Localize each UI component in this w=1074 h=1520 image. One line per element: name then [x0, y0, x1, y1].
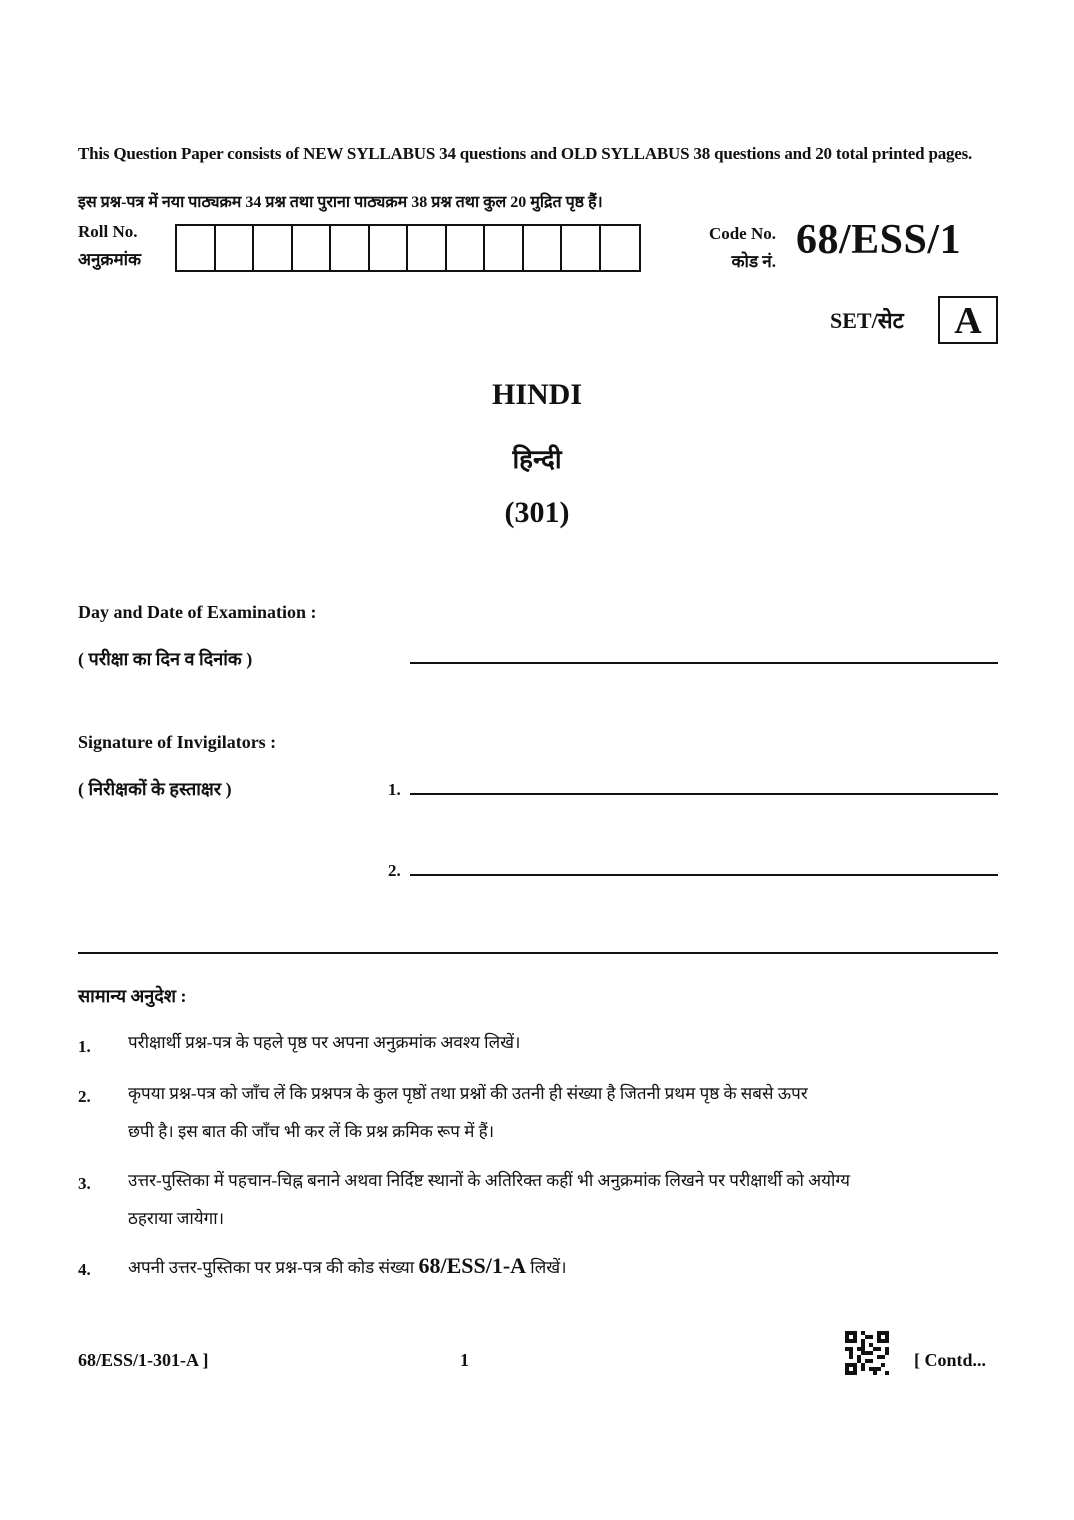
instruction-text: [128, 1075, 1000, 1151]
instruction-line: लिखें।: [530, 1258, 567, 1277]
subject-title-hi: हिन्दी: [512, 445, 562, 474]
qr-code-icon: [845, 1331, 889, 1375]
page-number: 1: [460, 1350, 469, 1370]
header-english: This Question Paper consists of NEW SYLLABUS 34 questions and OLD SYLLABUS 38 questions and 20 total printed pages.: [78, 144, 973, 163]
code-label-en: Code No.: [708, 224, 776, 243]
code-number: 68/ESS/1: [796, 217, 962, 263]
subject-code: (301): [504, 496, 570, 529]
instruction-code: 68/ESS/1-A: [418, 1253, 527, 1278]
instruction-text: [128, 1162, 1000, 1238]
set-label: SET/सेट: [830, 308, 904, 333]
roll-box[interactable]: [177, 226, 216, 270]
instruction-number: 3.: [78, 1174, 91, 1193]
roll-box[interactable]: [408, 226, 447, 270]
roll-box[interactable]: [331, 226, 370, 270]
roll-box[interactable]: [524, 226, 563, 270]
signature-2-line[interactable]: [410, 874, 998, 876]
subject-title-en: HINDI: [491, 378, 582, 411]
signature-2-number: 2.: [388, 861, 401, 880]
roll-box[interactable]: [216, 226, 255, 270]
set-value: A: [938, 296, 998, 344]
roll-number-boxes[interactable]: [175, 224, 641, 272]
roll-label-en: Roll No.: [78, 222, 138, 241]
date-entry-line[interactable]: [410, 662, 998, 664]
roll-label-hi: अनुक्रमांक: [78, 250, 142, 269]
roll-box[interactable]: [370, 226, 409, 270]
date-label-en: Day and Date of Examination :: [78, 602, 317, 622]
instruction-line: कृपया प्रश्न-पत्र को जाँच लें कि प्रश्नपत्र के कुल पृष्ठों तथा प्रश्नों की उतनी ही संख्या है जितनी प्रथम पृष्ठ के सबसे ऊपर: [128, 1084, 808, 1103]
instruction-line: परीक्षार्थी प्रश्न-पत्र के पहले पृष्ठ पर अपना अनुक्रमांक अवश्य लिखें।: [128, 1033, 521, 1052]
instructions-heading: सामान्य अनुदेश :: [78, 986, 187, 1006]
instruction-number: 2.: [78, 1087, 91, 1106]
header-hindi: इस प्रश्न-पत्र में नया पाठ्यक्रम 34 प्रश्न तथा पुराना पाठ्यक्रम 38 प्रश्न तथा कुल 20 मुद्रित पृष्ठ हैं।: [78, 194, 603, 211]
signature-1-number: 1.: [388, 780, 401, 799]
instruction-number: 4.: [78, 1260, 91, 1279]
instruction-line: छपी है। इस बात की जाँच भी कर लें कि प्रश्न क्रमिक रूप में हैं।: [128, 1122, 495, 1141]
instruction-line: ठहराया जायेगा।: [128, 1209, 225, 1228]
instruction-line: उत्तर-पुस्तिका में पहचान-चिह्न बनाने अथवा निर्दिष्ट स्थानों के अतिरिक्त कहीं भी अनुक्रमांक लिखने पर परीक्षार्थी को अयोग्य: [128, 1171, 851, 1190]
instruction-line: अपनी उत्तर-पुस्तिका पर प्रश्न-पत्र की कोड संख्या: [128, 1258, 415, 1277]
signature-1-line[interactable]: [410, 793, 998, 795]
continued-label: [ Contd...: [914, 1350, 987, 1370]
signature-label-hi: ( निरीक्षकों के हस्ताक्षर ): [78, 779, 232, 799]
roll-box[interactable]: [601, 226, 640, 270]
roll-box[interactable]: [293, 226, 332, 270]
footer-paper-code: 68/ESS/1-301-A ]: [78, 1350, 209, 1370]
roll-box[interactable]: [562, 226, 601, 270]
code-label-hi: कोड नं.: [731, 252, 776, 271]
roll-box[interactable]: [447, 226, 486, 270]
roll-box[interactable]: [485, 226, 524, 270]
section-divider: [78, 952, 998, 954]
instruction-text: [128, 1024, 1000, 1062]
instruction-number: 1.: [78, 1037, 91, 1056]
date-label-hi: ( परीक्षा का दिन व दिनांक ): [78, 649, 253, 669]
instruction-text: [128, 1247, 1000, 1287]
roll-box[interactable]: [254, 226, 293, 270]
signature-label-en: Signature of Invigilators :: [78, 732, 277, 752]
